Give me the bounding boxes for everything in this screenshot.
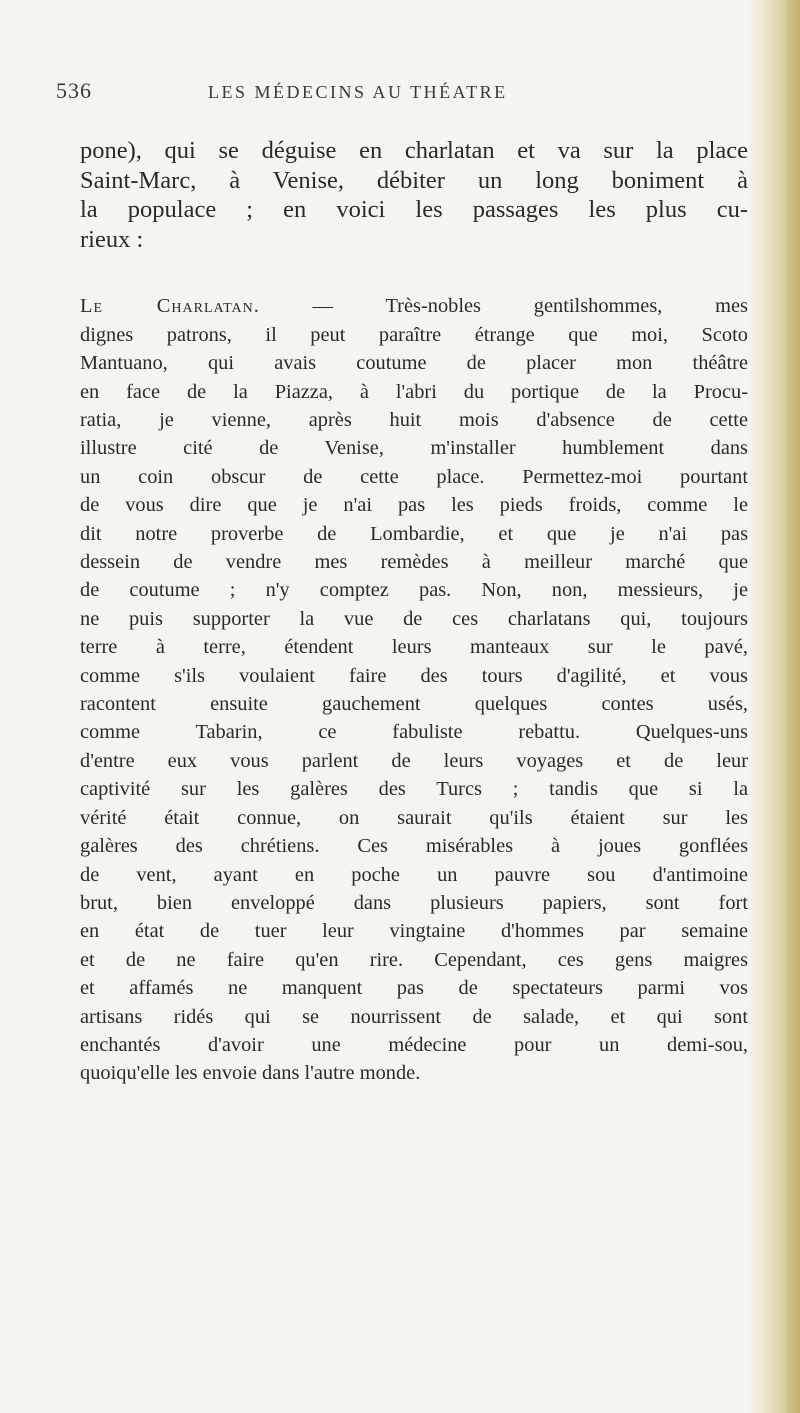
text-line: Saint-Marc, à Venise, débiter un long boniment à	[80, 166, 748, 194]
text-line: dignes patrons, il peut paraître étrange que moi, Scoto	[80, 323, 748, 346]
text-line: ne puis supporter la vue de ces charlatans qui, toujours	[80, 607, 748, 630]
text-line: un coin obscur de cette place. Permettez-moi pourtant	[80, 465, 748, 488]
text-line: de coutume ; n'y comptez pas. Non, non, messieurs, je	[80, 579, 748, 602]
running-title: LES MÉDECINS AU THÉATRE	[208, 82, 508, 102]
text-line: en face de la Piazza, à l'abri du portique de la Procu-	[80, 380, 748, 403]
text-line: la populace ; en voici les passages les plus cu-	[80, 196, 748, 224]
text-line: dessein de vendre mes remèdes à meilleur marché que	[80, 551, 748, 574]
text-block	[80, 136, 748, 1088]
text-line: et de ne faire qu'en rire. Cependant, ces gens maigres	[80, 948, 748, 971]
text-line: brut, bien enveloppé dans plusieurs papiers, sont fort	[80, 891, 748, 914]
text-line: comme Tabarin, ce fabuliste rebattu. Quelques-uns	[80, 721, 748, 744]
text-line: rieux :	[80, 225, 144, 253]
running-head	[56, 78, 756, 110]
text-line: d'entre eux vous parlent de leurs voyages et de leur	[80, 749, 748, 772]
intro-paragraph	[80, 136, 748, 254]
text-line: vérité était connue, on saurait qu'ils étaient sur les	[80, 806, 748, 829]
text-line: quoiqu'elle les envoie dans l'autre monde.	[80, 1062, 421, 1085]
text-line: dit notre proverbe de Lombardie, et que je n'ai pas	[80, 522, 748, 545]
text-line: illustre cité de Venise, m'installer humblement dans	[80, 437, 748, 460]
text-line: enchantés d'avoir une médecine pour un demi-sou,	[80, 1033, 748, 1056]
text-line: et affamés ne manquent pas de spectateurs parmi vos	[80, 977, 748, 1000]
text-line: de vent, ayant en poche un pauvre sou d'antimoine	[80, 863, 748, 886]
text-line: pone), qui se déguise en charlatan et va sur la place	[80, 137, 748, 164]
page-number: 536	[56, 78, 92, 103]
speech-paragraph	[80, 292, 748, 1087]
text-line: artisans ridés qui se nourrissent de salade, et qui sont	[80, 1005, 748, 1028]
speech-first-line-text: — Très-nobles gentilshommes, mes	[259, 295, 748, 318]
text-line: en état de tuer leur vingtaine d'hommes par semaine	[80, 920, 748, 943]
text-line: ratia, je vienne, après huit mois d'absence de cette	[80, 409, 748, 431]
text-line: galères des chrétiens. Ces misérables à joues gonflées	[80, 835, 748, 858]
text-line: comme s'ils voulaient faire des tours d'agilité, et vous	[80, 664, 748, 687]
text-line: captivité sur les galères des Turcs ; tandis que si la	[80, 778, 748, 801]
text-line: terre à terre, étendent leurs manteaux sur le pavé,	[80, 636, 748, 659]
text-line: de vous dire que je n'ai pas les pieds froids, comme le	[80, 494, 748, 517]
speaker-name: Le Charlatan.	[80, 295, 260, 318]
speech-first-line	[80, 292, 748, 320]
text-line: racontent ensuite gauchement quelques contes usés,	[80, 693, 748, 716]
page-edge	[748, 0, 800, 1413]
text-line: Mantuano, qui avais coutume de placer mon théâtre	[80, 352, 748, 375]
